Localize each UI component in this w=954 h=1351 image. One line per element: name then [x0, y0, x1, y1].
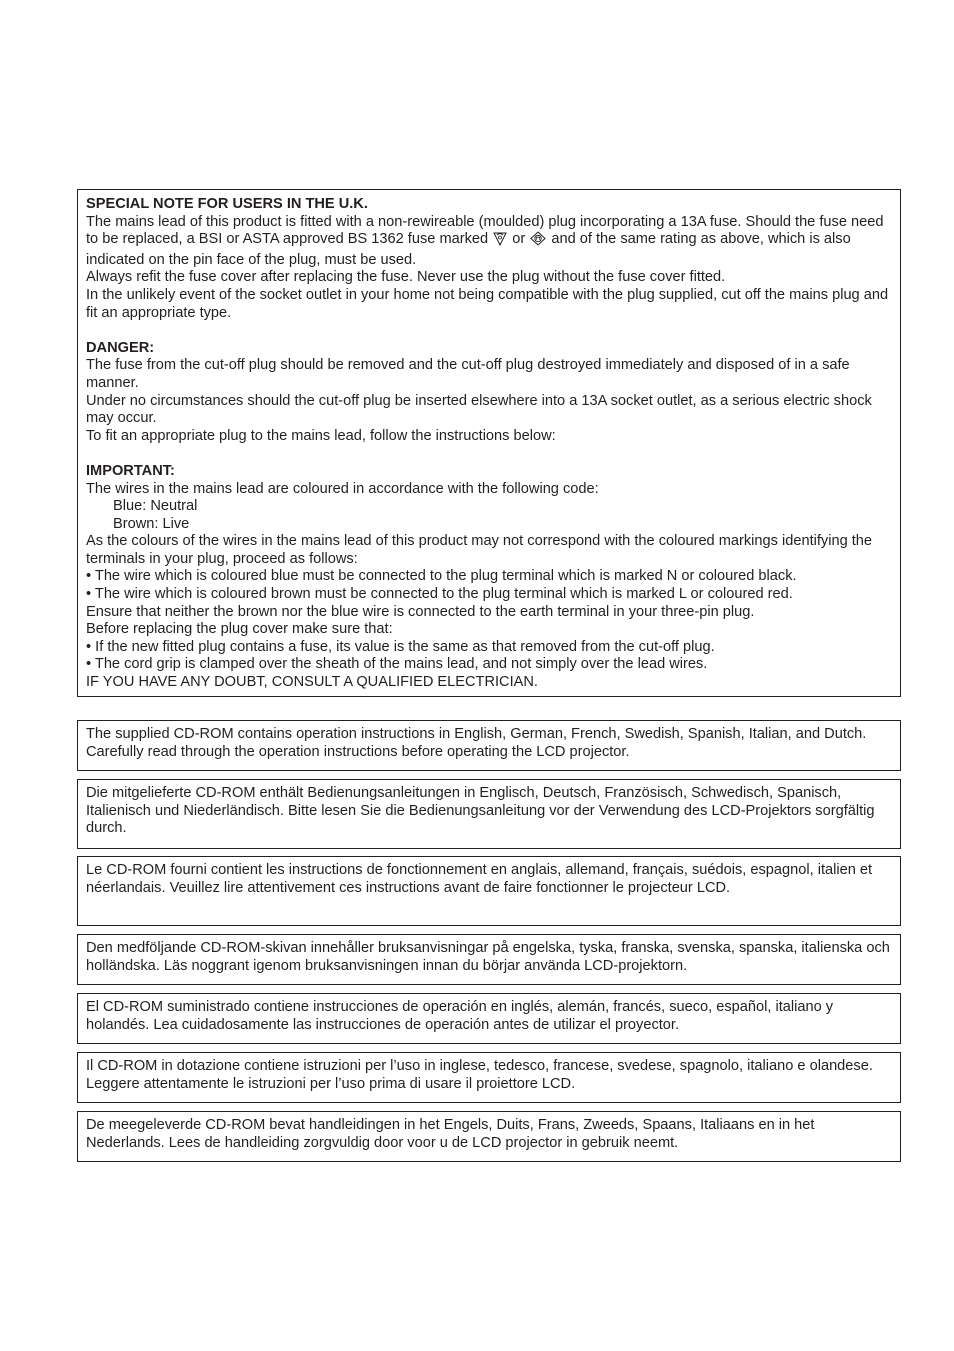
danger-text-3: To fit an appropriate plug to the mains lead, follow the instructions below: [86, 427, 556, 444]
cdrom-note-text: Il CD-ROM in dotazione contiene istruzioni per l’uso in inglese, tedesco, francese, svedese, spagnolo, italiano e olandese. Leggere attentamente le istruzioni per l’uso prima di usare il proiettore LCD. [86, 1058, 873, 1092]
earth-terminal-text: Ensure that neither the brown nor the blue wire is connected to the earth terminal in your three-pin plug. [86, 603, 755, 620]
cdrom-note-spanish [77, 993, 901, 1044]
cdrom-note-text: The supplied CD-ROM contains operation instructions in English, German, French, Swedish, Spanish, Italian, and Dutch. Carefully read through the operation instructions before operating the LCD projector. [86, 726, 867, 760]
bullet-fuse-value: • If the new fitted plug contains a fuse, its value is the same as that removed from the cut-off plug. [86, 638, 715, 655]
wire-colour-intro: The wires in the mains lead are coloured in accordance with the following code: [86, 480, 599, 497]
danger-text-2: Under no circumstances should the cut-off plug be inserted elsewhere into a 13A socket outlet, as a serious electric shock may occur. [86, 392, 872, 427]
cdrom-note-text: Die mitgelieferte CD-ROM enthält Bedienungsanleitungen in Englisch, Deutsch, Französisch, Schwedisch, Spanisch, Italienisch und Niederländisch. Bitte lesen Sie die Bedienungsanleitung vor der Verwendung des LCD-Projektors sorgfältig durch. [86, 785, 875, 837]
uk-special-note-box [77, 189, 901, 697]
cdrom-note-italian [77, 1052, 901, 1103]
bsi-kitemark-icon [493, 231, 507, 252]
cdrom-note-swedish [77, 934, 901, 985]
cdrom-note-text: Le CD-ROM fourni contient les instructions de fonctionnement en anglais, allemand, français, suédois, espagnol, italien et néerlandais. Veuillez lire attentivement ces instructions avant de faire fonctionner le projecteur LCD. [86, 862, 873, 896]
socket-incompatible-text: In the unlikely event of the socket outlet in your home not being compatible with the plug supplied, cut off the mains plug and fit an appropriate type. [86, 286, 889, 321]
cdrom-note-german [77, 779, 901, 849]
wire-colour-warning: As the colours of the wires in the mains lead of this product may not correspond with the coloured markings identifying the terminals in your plug, proceed as follows: [86, 533, 873, 567]
wire-code-blue: Blue: Neutral [113, 498, 198, 515]
wire-code-brown: Brown: Live [113, 515, 190, 532]
cdrom-note-dutch [77, 1111, 901, 1162]
cdrom-note-text: De meegeleverde CD-ROM bevat handleidingen in het Engels, Duits, Frans, Zweeds, Spaans, Italiaans en in het Nederlands. Lees de handleiding zorgvuldig door voor u de LCD projector in gebruik neemt. [86, 1117, 815, 1151]
asta-mark-icon [530, 231, 546, 252]
fuse-replacement-paragraph [86, 214, 892, 270]
cdrom-note-french [77, 856, 901, 926]
fuse-intro-text: The mains lead of this product is fitted with a non-rewireable (moulded) plug incorporating a 13A fuse. Should the fuse need to be replaced, a BSI or ASTA approved BS 1362 fuse marked [86, 213, 884, 248]
cdrom-note-text: Den medföljande CD-ROM-skivan innehåller bruksanvisningar på engelska, tyska, franska, svenska, spanska, italienska och holländska. Läs noggrant igenom bruksanvisningen innan du börjar använda LCD-projektorn. [86, 940, 890, 974]
danger-heading: DANGER: [86, 339, 155, 356]
refit-fuse-cover-text: Always refit the fuse cover after replacing the fuse. Never use the plug without the fuse cover fitted. [86, 269, 726, 286]
bullet-blue-wire: • The wire which is coloured blue must be connected to the plug terminal which is marked N or coloured black. [86, 568, 797, 585]
cdrom-note-english [77, 720, 901, 771]
consult-electrician-text: IF YOU HAVE ANY DOUBT, CONSULT A QUALIFIED ELECTRICIAN. [86, 674, 538, 691]
uk-note-title: SPECIAL NOTE FOR USERS IN THE U.K. [86, 196, 368, 212]
bullet-cord-grip: • The cord grip is clamped over the sheath of the mains lead, and not simply over the lead wires. [86, 656, 708, 673]
bullet-brown-wire: • The wire which is coloured brown must be connected to the plug terminal which is marked L or coloured red. [86, 586, 793, 603]
cdrom-note-text: El CD-ROM suministrado contiene instrucciones de operación en inglés, alemán, francés, sueco, español, italiano y holandés. Lea cuidadosamente las instrucciones de operación antes de utilizar el proyector. [86, 999, 834, 1033]
before-replacing-text: Before replacing the plug cover make sure that: [86, 621, 393, 638]
danger-text-1: The fuse from the cut-off plug should be removed and the cut-off plug destroyed immediately and disposed of in a safe manner. [86, 357, 850, 391]
important-heading: IMPORTANT: [86, 462, 175, 479]
fuse-rating-text: and of the same rating as above, which is also indicated on the pin face of the plug, must be used. [86, 231, 851, 268]
fuse-or-text: or [512, 231, 526, 248]
